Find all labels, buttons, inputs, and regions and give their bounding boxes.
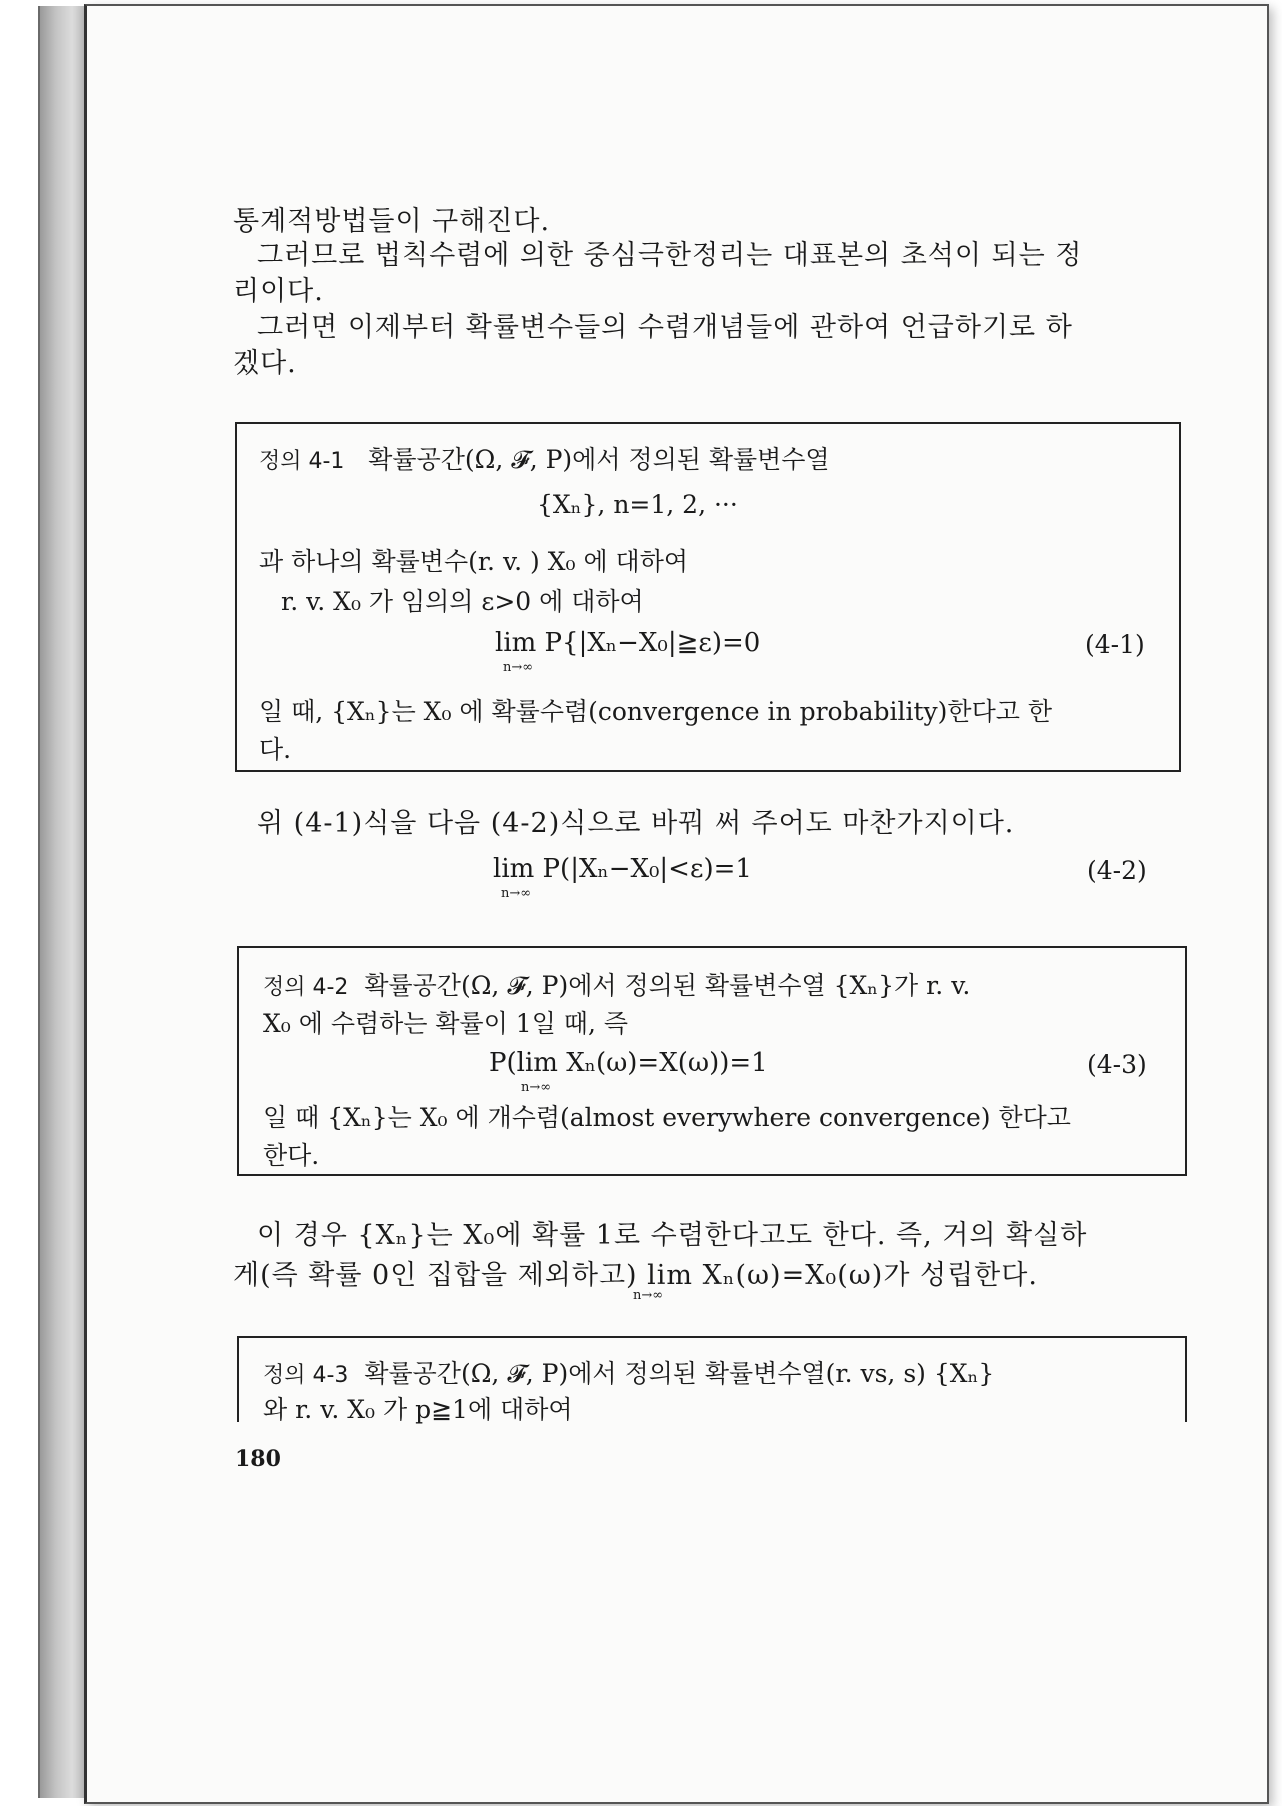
equation: P(lim Xₙ(ω)=X(ω))=1 xyxy=(489,1048,768,1078)
book-spine xyxy=(38,6,86,1798)
paragraph-line: 겠다. xyxy=(233,348,297,379)
definition-label: 정의 4-2 xyxy=(263,975,349,1000)
definition-box xyxy=(237,946,1187,1176)
paragraph-line: 위 (4-1)식을 다음 (4-2)식으로 바꿔 써 주어도 마찬가지이다. xyxy=(257,808,1015,839)
definition-heading xyxy=(263,966,970,1002)
definition-line: 다. xyxy=(259,735,292,764)
definition-line: 일 때 {Xₙ}는 X₀ 에 개수렴(almost everywhere convergence) 한다고 xyxy=(263,1103,1071,1132)
definition-text: 확률공간(Ω, 𝓕, P)에서 정의된 확률변수열 {Xₙ}가 r. v. xyxy=(364,971,971,1000)
paragraph-line: 그러므로 법칙수렴에 의한 중심극한정리는 대표본의 초석이 되는 정 xyxy=(257,240,1083,271)
paragraph-line: 그러면 이제부터 확률변수들의 수렴개념들에 관하여 언급하기로 하 xyxy=(257,312,1073,343)
definition-text: 확률공간(Ω, 𝓕, P)에서 정의된 확률변수열(r. vs, s) {Xₙ} xyxy=(364,1359,995,1388)
paragraph-line: 게(즉 확률 0인 집합을 제외하고) lim Xₙ(ω)=X₀(ω)가 성립한다. xyxy=(233,1260,1038,1291)
definition-line: 한다. xyxy=(263,1141,320,1170)
paragraph-line: 이 경우 {Xₙ}는 X₀에 확률 1로 수렴한다고도 한다. 즉, 거의 확실하 xyxy=(257,1220,1088,1251)
equation-number: (4-3) xyxy=(1087,1050,1147,1079)
equation: lim P(|Xₙ−X₀|<ε)=1 xyxy=(493,854,752,884)
page xyxy=(84,4,1269,1804)
definition-box xyxy=(237,1336,1187,1422)
equation: lim P{|Xₙ−X₀|≧ε)=0 xyxy=(495,628,761,658)
definition-line: 와 r. v. X₀ 가 p≧1에 대하여 xyxy=(263,1395,573,1424)
limit-subscript: n→∞ xyxy=(503,660,534,675)
paragraph-line: 리이다. xyxy=(233,276,324,307)
definition-heading xyxy=(259,440,830,476)
definition-line: X₀ 에 수렴하는 확률이 1일 때, 즉 xyxy=(263,1009,629,1038)
limit-subscript: n→∞ xyxy=(501,886,532,901)
sequence-formula: {Xₙ}, n=1, 2, ··· xyxy=(537,490,738,519)
definition-label: 정의 4-1 xyxy=(259,449,345,474)
definition-line: 과 하나의 확률변수(r. v. ) X₀ 에 대하여 xyxy=(259,547,689,576)
definition-line: r. v. X₀ 가 임의의 ε>0 에 대하여 xyxy=(281,587,644,616)
limit-subscript: n→∞ xyxy=(633,1288,664,1303)
definition-box xyxy=(235,422,1181,772)
equation-number: (4-2) xyxy=(1087,856,1147,885)
paragraph-line: 통계적방법들이 구해진다. xyxy=(233,206,551,237)
definition-heading xyxy=(263,1354,994,1390)
limit-subscript: n→∞ xyxy=(521,1080,552,1095)
definition-label: 정의 4-3 xyxy=(263,1363,349,1388)
definition-text: 확률공간(Ω, 𝓕, P)에서 정의된 확률변수열 xyxy=(368,445,830,474)
equation-number: (4-1) xyxy=(1085,630,1145,659)
page-number: 180 xyxy=(235,1446,281,1472)
definition-line: 일 때, {Xₙ}는 X₀ 에 확률수렴(convergence in probability)한다고 한 xyxy=(259,697,1052,726)
